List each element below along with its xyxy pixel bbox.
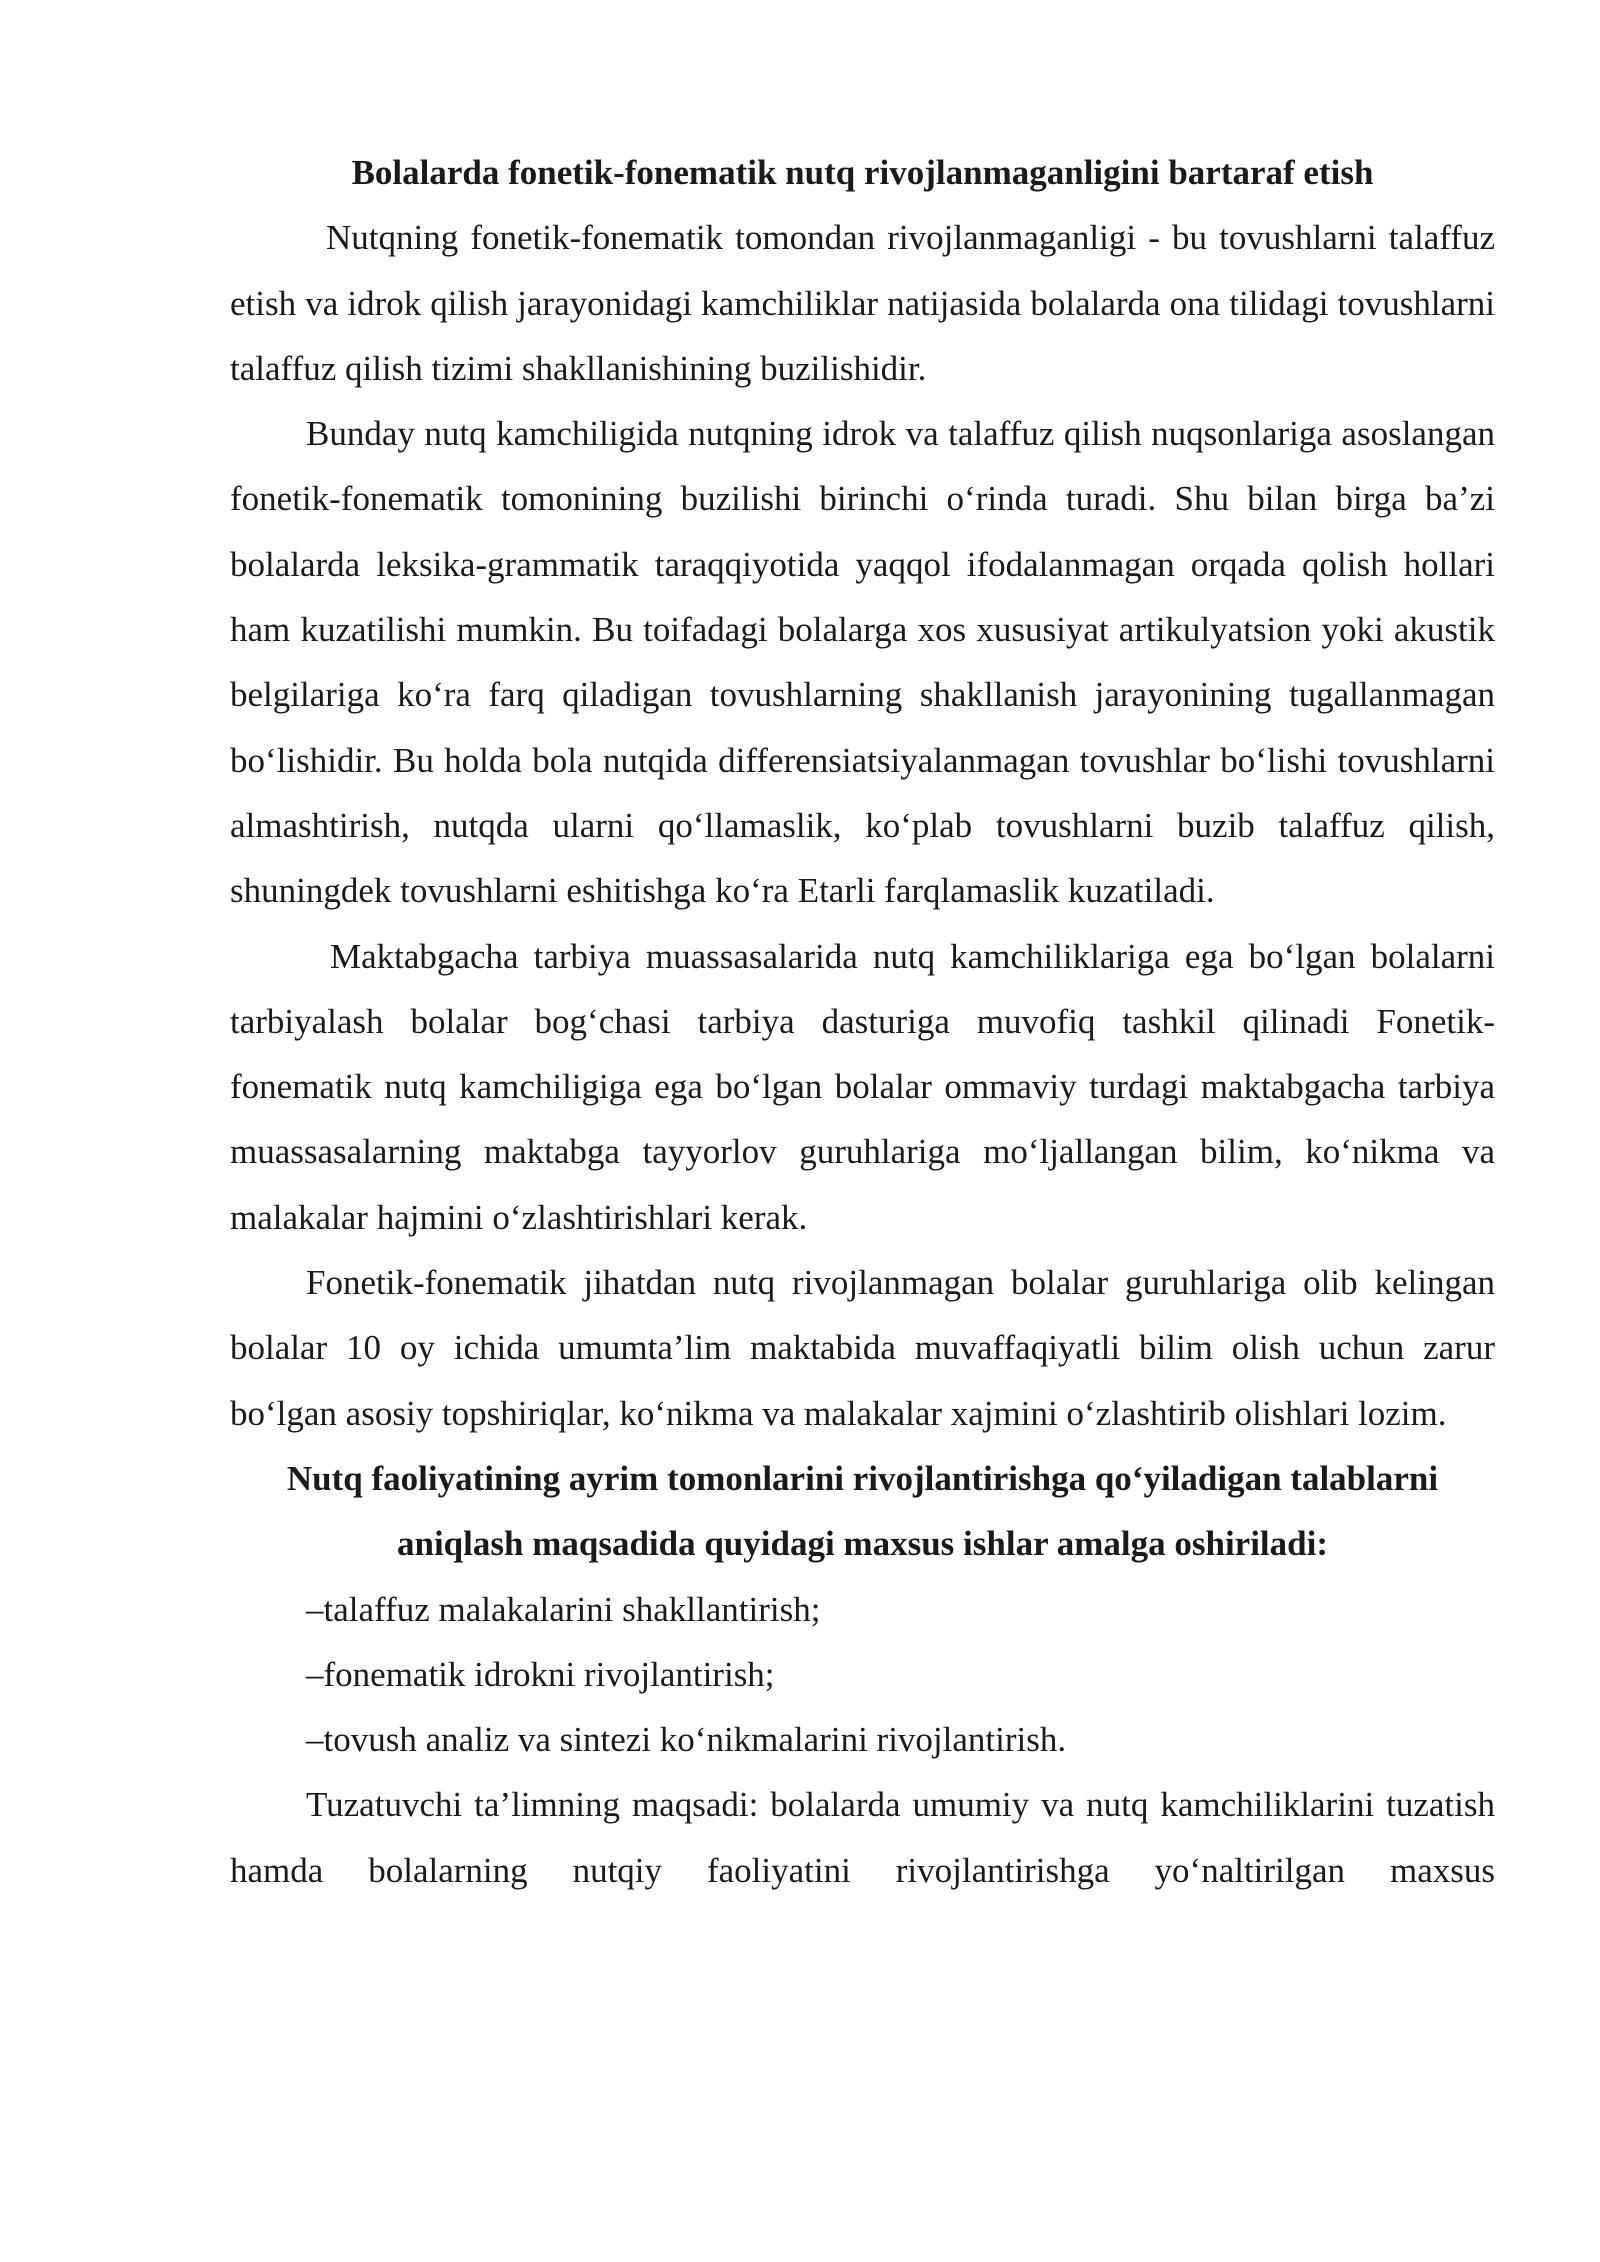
paragraph-2: Bunday nutq kamchiligida nutqning idrok va talaffuz qilish nuqsonlariga asoslangan fonetik-fonematik tomonining buzilishi birinchi o‘rinda turadi. Shu bilan birga ba’zi bolalarda leksika-grammatik taraqqiyotida yaqqol ifodalanmagan orqada qolish hollari ham kuzatilishi mumkin. Bu toifadagi bolalarga xos xususiyat artikulyatsion yoki akustik belgilariga ko‘ra farq qiladigan tovushlarning shakllanish jarayonining tugallanmagan bo‘lishidir. Bu holda bola nutqida differensiatsiyalanmagan tovushlar bo‘lishi tovushlarni almashtirish, nutqda ularni qo‘llamaslik, ko‘plab tovushlarni buzib talaffuz qilish, shuningdek tovushlarni eshitishga ko‘ra Etarli farqlamaslik kuzatiladi. [230, 414, 1495, 911]
paragraph-1: Nutqning fonetik-fonematik tomondan rivojlanmaganligi - bu tovushlarni talaffuz etish va idrok qilish jarayonidagi kamchiliklar natijasida bolalarda ona tilidagi tovushlarni talaffuz qilish tizimi shakllanishining buzilishidir. [230, 218, 1495, 388]
paragraph-3: Maktabgacha tarbiya muassasalarida nutq kamchiliklariga ega bo‘lgan bolalarni tarbiyalash bolalar bog‘chasi tarbiya dasturiga muvofiq tashkil qilinadi Fonetik- fonematik nutq kamchiligiga ega bo‘lgan bolalar ommaviy turdagi maktabgacha tarbiya muassasalarning maktabga tayyorlov guruhlariga mo‘ljallangan bilim, ko‘nikma va malakalar hajmini o‘zlashtirishlari kerak. [230, 936, 1495, 1237]
document-body [230, 140, 1495, 1903]
paragraph-4: Fonetik-fonematik jihatdan nutq rivojlanmagan bolalar guruhlariga olib kelingan bolalar 10 oy ichida umumta’lim maktabida muvaffaqiyatli bilim olish uchun zarur bo‘lgan asosiy topshiriqlar, ko‘nikma va malakalar xajmini o‘zlashtirib olishlari lozim. [230, 1263, 1495, 1433]
section-subheading: Nutq faoliyatining ayrim tomonlarini rivojlantirishga qo‘yiladigan talablarni aniqlash maqsadida quyidagi maxsus ishlar amalga oshiriladi: [286, 1458, 1439, 1564]
closing-paragraph: Tuzatuvchi ta’limning maqsadi: bolalarda umumiy va nutq kamchiliklarini tuzatish hamda bolalarning nutqiy faoliyatini rivojlantirishga yo‘naltirilgan maxsus [230, 1785, 1495, 1890]
document-title: Bolalarda fonetik-fonematik nutq rivojlanmaganligini bartaraf etish [351, 153, 1374, 192]
list-item: –tovush analiz va sintezi ko‘nikmalarini rivojlantirish. [306, 1720, 1067, 1760]
list-item: –talaffuz malakalarini shakllantirish; [306, 1589, 821, 1629]
list-item: –fonematik idrokni rivojlantirish; [306, 1654, 775, 1694]
